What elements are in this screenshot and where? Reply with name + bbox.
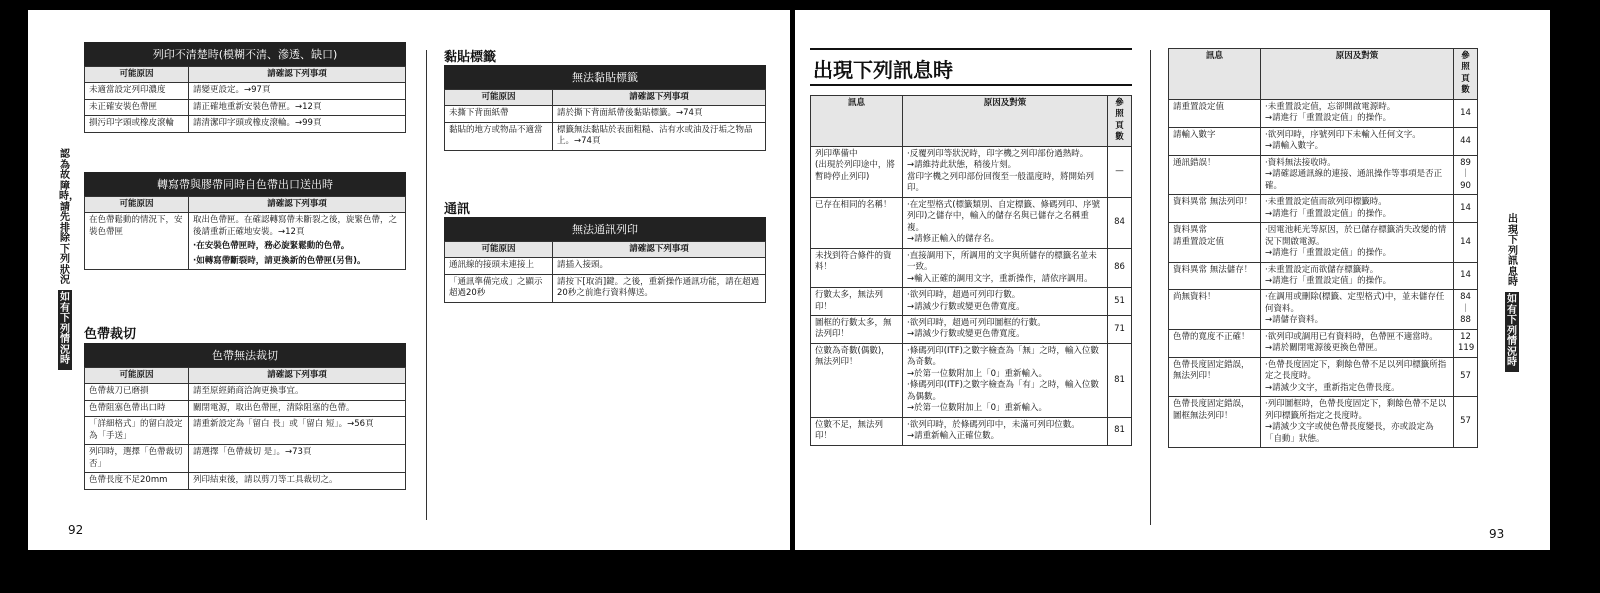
page-ref-cell: 57: [1454, 397, 1478, 448]
page-ref-cell: 71: [1108, 315, 1132, 343]
message-cell: 資料異常 無法列印！: [1169, 195, 1261, 223]
cause-cell: 色帶裁刀已磨損: [85, 384, 189, 400]
page-ref-cell: 86: [1108, 248, 1132, 287]
message-cell: 未找到符合條件的資料！: [811, 248, 903, 287]
side-label: 認為故障時，請先排除下列狀況: [59, 149, 79, 286]
table-title: 色帶無法裁切: [84, 343, 406, 367]
message-cell: 色帶長度固定錯誤，圖框無法列印！: [1169, 397, 1261, 448]
column-header: 請確認下列事項: [189, 368, 406, 384]
cause-remedy-cell: ·色帶長度固定下，剩餘色帶不足以列印標籤所指定之長度時。 →請減少文字，重新指定色帶長度。: [1261, 357, 1454, 396]
remedy-cell: 請清潔印字頭或橡皮滾輪。→99頁: [189, 116, 406, 132]
cause-cell: 列印時，選擇「色帶裁切 否」: [85, 445, 189, 473]
table-row: [1169, 223, 1478, 262]
section-title: 黏貼標籤: [444, 50, 497, 65]
column-header: 訊息: [1169, 49, 1261, 100]
header-row: [811, 96, 1132, 147]
message-cell: 位數不足，無法列印！: [811, 417, 903, 445]
message-cell: 資料異常 請重置設定值: [1169, 223, 1261, 262]
page-ref-cell: 84: [1108, 197, 1132, 248]
cause-cell: 損污印字頭或橡皮滾輪: [85, 116, 189, 132]
table-row: [85, 445, 406, 473]
message-cell: 圖框的行數太多，無法列印！: [811, 315, 903, 343]
column-header: 請確認下列事項: [553, 90, 766, 106]
side-tab: 如有下列情況時: [1505, 292, 1519, 372]
cause-remedy-cell: ·反覆列印等狀況時，印字機之列印部份過熱時。 →請維持此狀態，稍後片刻。 當印字機之列印部份回復至一般溫度時，將開始列印。: [903, 146, 1108, 197]
remedy-cell: 請按下[取消]鍵。之後，重新操作通訊功能，請在超過20秒之前進行資料傳送。: [553, 274, 766, 302]
table-row: [1169, 155, 1478, 194]
column-divider: [1150, 50, 1151, 525]
table-title: 轉寫帶與膠帶同時自色帶出口送出時: [84, 172, 406, 196]
table-row: [1169, 262, 1478, 290]
trouble-table: [84, 172, 406, 270]
column-header: 請確認下列事項: [553, 242, 766, 258]
remedy-cell: 列印結束後，請以剪刀等工具裁切之。: [189, 473, 406, 489]
cause-remedy-cell: ·未重置設定值，忘卻開啟電源時。 →請進行「重置設定值」的操作。: [1261, 99, 1454, 127]
table-row: [811, 417, 1132, 445]
message-cell: 已存在相同的名稱！: [811, 197, 903, 248]
cause-cell: 未撕下背面紙帶: [445, 106, 553, 122]
table-row: [811, 288, 1132, 316]
remedy-cell: 標籤無法黏貼於表面粗糙、沾有水或油及汙垢之物品上。→74頁: [553, 122, 766, 150]
page-ref-cell: 51: [1108, 288, 1132, 316]
table-row: [85, 400, 406, 416]
right-page: [795, 10, 1550, 550]
cause-cell: 未正確安裝色帶匣: [85, 99, 189, 115]
remedy-cell: 取出色帶匣。在確認轉寫帶未斷裂之後，旋緊色帶，之後請重新正確地安裝。→12頁 ·在安裝色帶匣時，務必旋緊鬆動的色帶。 ·如轉寫帶斷裂時，請更換新的色帶匣(另售)。: [189, 213, 406, 270]
cause-remedy-cell: ·欲列印或調用已有資料時，色帶匣不適當時。 →請於關閉電源後更換色帶匣。: [1261, 329, 1454, 357]
table-row: [1169, 290, 1478, 329]
table-row: [85, 213, 406, 270]
cause-cell: 在色帶鬆動的情況下，安裝色帶匣: [85, 213, 189, 270]
column-header: 可能原因: [85, 368, 189, 384]
message-cell: 通訊錯誤！: [1169, 155, 1261, 194]
trouble-table: [84, 343, 406, 490]
message-cell: 尚無資料！: [1169, 290, 1261, 329]
table-row: [85, 99, 406, 115]
side-label: 出現下列訊息時: [1508, 214, 1518, 288]
remedy-cell: 請變更設定。→97頁: [189, 83, 406, 99]
column-header: 請確認下列事項: [189, 67, 406, 83]
cause-cell: 色帶長度不足20mm: [85, 473, 189, 489]
heading-rule-top: [810, 48, 1132, 50]
page-ref-cell: 14: [1454, 195, 1478, 223]
cause-remedy-cell: ·欲列印時，序號列印下未輸入任何文字。 →請輸入數字。: [1261, 127, 1454, 155]
left-page: [28, 10, 790, 550]
page-ref-cell: 14: [1454, 223, 1478, 262]
table-row: [85, 116, 406, 132]
message-cell: 色帶長度固定錯誤，無法列印！: [1169, 357, 1261, 396]
message-cell: 位數為奇數(偶數)，無法列印！: [811, 343, 903, 417]
column-header: 原因及對策: [903, 96, 1108, 147]
page-ref-cell: 44: [1454, 127, 1478, 155]
message-table: [810, 95, 1132, 446]
table-row: [445, 258, 766, 274]
column-header: 訊息: [811, 96, 903, 147]
column-divider: [426, 50, 427, 520]
cause-remedy-cell: ·在調用或刪除(標籤、定型格式)中，並未儲存任何資料。 →請儲存資料。: [1261, 290, 1454, 329]
cause-remedy-cell: ·欲列印時，超過可列印圖框的行數。 →請減少行數或變更色帶寬度。: [903, 315, 1108, 343]
header-row: [445, 90, 766, 106]
remedy-cell: 請選擇「色帶裁切 是」。→73頁: [189, 445, 406, 473]
table-title: 無法黏貼標籤: [444, 65, 766, 89]
table-row: [85, 473, 406, 489]
section-title: 色帶裁切: [84, 327, 137, 342]
cause-cell: 色帶阻塞色帶出口時: [85, 400, 189, 416]
table-row: [445, 274, 766, 302]
header-row: [1169, 49, 1478, 100]
heading-rule-bottom: [810, 84, 1132, 86]
table-row: [85, 384, 406, 400]
table-row: [811, 315, 1132, 343]
page-ref-cell: —: [1108, 146, 1132, 197]
table-row: [1169, 397, 1478, 448]
cause-cell: 「詳細格式」的留白設定為「手送」: [85, 417, 189, 445]
column-header: 可能原因: [445, 90, 553, 106]
cause-cell: 通訊線的接頭未連接上: [445, 258, 553, 274]
remedy-cell: 請正確地重新安裝色帶匣。→12頁: [189, 99, 406, 115]
table-title: 無法通訊列印: [444, 217, 766, 241]
remedy-cell: 請至原經銷商洽詢更換事宜。: [189, 384, 406, 400]
cause-remedy-cell: ·在定型格式(標籤類別、自定標籤、條碼列印、序號列印)之儲存中，輸入的儲存名與已儲存之名稱重複。 →請修正輸入的儲存名。: [903, 197, 1108, 248]
message-cell: 列印準備中 (出現於列印途中，將暫時停止列印): [811, 146, 903, 197]
remedy-cell: 請重新設定為「留白 長」或「留白 短」。→56頁: [189, 417, 406, 445]
cause-remedy-cell: ·條碼列印(ITF)之數字檢查為「無」之時，輸入位數為奇數。 →於第一位數附加上「0」重新輸入。 ·條碼列印(ITF)之數字檢查為「有」之時，輸入位數為偶數。 →於第一位數附加上「0」重新輸入。: [903, 343, 1108, 417]
column-header: 請確認下列事項: [189, 197, 406, 213]
cause-remedy-cell: ·欲列印時，超過可列印行數。 →請減少行數或變更色帶寬度。: [903, 288, 1108, 316]
table-row: [1169, 195, 1478, 223]
page-heading: 出現下列訊息時: [813, 58, 953, 82]
column-header: 參照頁數: [1108, 96, 1132, 147]
header-row: [85, 368, 406, 384]
table-row: [85, 417, 406, 445]
table-row: [811, 146, 1132, 197]
remedy-cell: 關閉電源，取出色帶匣，清除阻塞的色帶。: [189, 400, 406, 416]
table-title: 列印不清楚時(模糊不清、滲透、缺口): [84, 42, 406, 66]
column-header: 可能原因: [85, 197, 189, 213]
table-row: [811, 197, 1132, 248]
header-row: [85, 67, 406, 83]
message-cell: 行數太多，無法列印！: [811, 288, 903, 316]
table-row: [1169, 127, 1478, 155]
page-ref-cell: 84 ｜ 88: [1454, 290, 1478, 329]
cause-remedy-cell: ·資料無法接收時。 →請確認通訊線的連接、通訊操作等事項是否正確。: [1261, 155, 1454, 194]
header-row: [85, 197, 406, 213]
message-cell: 請輸入數字: [1169, 127, 1261, 155]
message-cell: 請重置設定值: [1169, 99, 1261, 127]
page-ref-cell: 81: [1108, 417, 1132, 445]
table-row: [445, 106, 766, 122]
cause-remedy-cell: ·未重置設定而欲儲存標籤時。 →請進行「重置設定值」的操作。: [1261, 262, 1454, 290]
trouble-table: [444, 217, 766, 303]
table-row: [445, 122, 766, 150]
table-row: [1169, 357, 1478, 396]
trouble-table: [444, 65, 766, 151]
page-ref-cell: 14: [1454, 262, 1478, 290]
message-cell: 色帶的寬度不正確！: [1169, 329, 1261, 357]
cause-remedy-cell: ·欲列印時，於條碼列印中，未滿可列印位數。 →請重新輸入正確位數。: [903, 417, 1108, 445]
page-ref-cell: 81: [1108, 343, 1132, 417]
page-ref-cell: 89 ｜ 90: [1454, 155, 1478, 194]
cause-cell: 黏貼的地方或物品不適當: [445, 122, 553, 150]
remedy-cell: 請於撕下背面紙帶後黏貼標籤。→74頁: [553, 106, 766, 122]
page-ref-cell: 57: [1454, 357, 1478, 396]
note-text: ·如轉寫帶斷裂時，請更換新的色帶匣(另售)。: [193, 255, 366, 266]
table-row: [811, 343, 1132, 417]
message-table: [1168, 48, 1478, 448]
column-header: 可能原因: [445, 242, 553, 258]
remedy-cell: 請插入接頭。: [553, 258, 766, 274]
cause-cell: 「通訊準備完成」之顯示超過20秒: [445, 274, 553, 302]
column-header: 參照頁數: [1454, 49, 1478, 100]
cause-remedy-cell: ·因電池耗光等原因，於已儲存標籤消失改變的情況下開啟電源。 →請進行「重置設定值」的操作。: [1261, 223, 1454, 262]
cause-remedy-cell: ·未重置設定值而欲列印標籤時。 →請進行「重置設定值」的操作。: [1261, 195, 1454, 223]
page-ref-cell: 14: [1454, 99, 1478, 127]
cause-cell: 未適當設定列印濃度: [85, 83, 189, 99]
note-text: ·在安裝色帶匣時，務必旋緊鬆動的色帶。: [193, 241, 350, 252]
column-header: 原因及對策: [1261, 49, 1454, 100]
page-number: 92: [68, 523, 84, 537]
cause-remedy-cell: ·列印圖框時，色帶長度固定下，剩餘色帶不足以列印標籤所指定之長度時。 →請減少文字或使色帶長度變長，亦或設定為「自動」狀態。: [1261, 397, 1454, 448]
section-title: 通訊: [444, 202, 471, 217]
column-header: 可能原因: [85, 67, 189, 83]
trouble-table: [84, 42, 406, 133]
page-number: 93: [1489, 527, 1505, 541]
cause-remedy-cell: ·直接調用下，所調用的文字與所儲存的標籤名並未一致。 →輸入正確的調用文字，重新操作，請依序調用。: [903, 248, 1108, 287]
table-row: [1169, 99, 1478, 127]
message-cell: 資料異常 無法儲存！: [1169, 262, 1261, 290]
table-row: [811, 248, 1132, 287]
table-row: [85, 83, 406, 99]
page-ref-cell: 12 119: [1454, 329, 1478, 357]
side-tab: 如有下列情況時: [58, 290, 72, 370]
table-row: [1169, 329, 1478, 357]
header-row: [445, 242, 766, 258]
